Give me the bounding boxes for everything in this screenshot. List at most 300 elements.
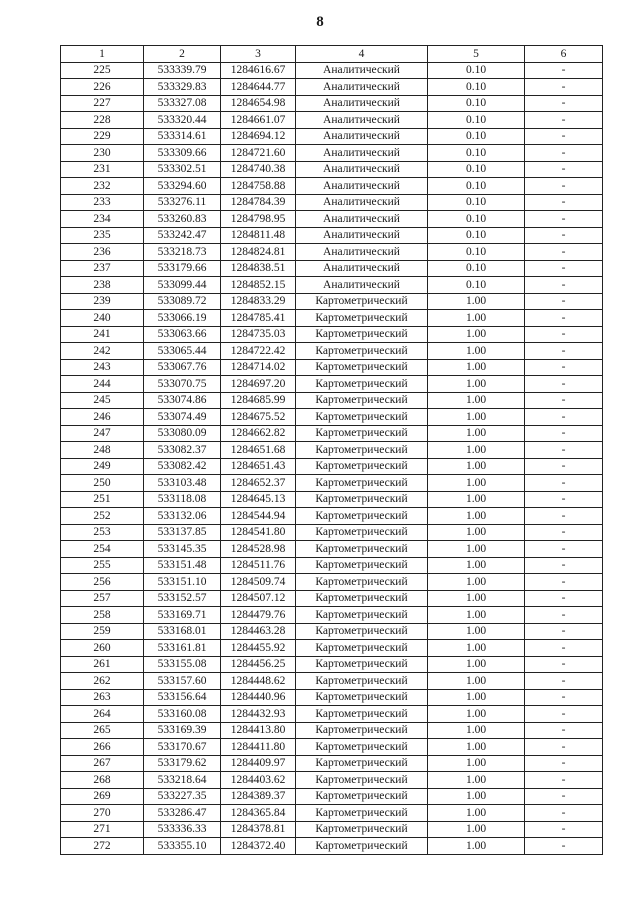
accuracy-cell: 0.10 bbox=[428, 227, 525, 244]
accuracy-cell: 1.00 bbox=[428, 755, 525, 772]
column-header: 2 bbox=[144, 46, 221, 63]
table-row bbox=[61, 722, 603, 739]
table-row bbox=[61, 112, 603, 129]
accuracy-cell: 1.00 bbox=[428, 607, 525, 624]
column-header: 4 bbox=[296, 46, 428, 63]
accuracy-cell: 1.00 bbox=[428, 640, 525, 657]
method-cell: Картометрический bbox=[296, 376, 428, 393]
x-coordinate-cell: 533336.33 bbox=[144, 821, 221, 838]
method-cell: Картометрический bbox=[296, 458, 428, 475]
point-number-cell: 250 bbox=[61, 475, 144, 492]
y-coordinate-cell: 1284722.42 bbox=[221, 343, 296, 360]
point-number-cell: 235 bbox=[61, 227, 144, 244]
note-cell: - bbox=[525, 541, 603, 558]
method-cell: Аналитический bbox=[296, 161, 428, 178]
table-row bbox=[61, 260, 603, 277]
accuracy-cell: 1.00 bbox=[428, 442, 525, 459]
accuracy-cell: 0.10 bbox=[428, 194, 525, 211]
point-number-cell: 246 bbox=[61, 409, 144, 426]
y-coordinate-cell: 1284785.41 bbox=[221, 310, 296, 327]
table-row bbox=[61, 607, 603, 624]
x-coordinate-cell: 533276.11 bbox=[144, 194, 221, 211]
method-cell: Картометрический bbox=[296, 772, 428, 789]
point-number-cell: 254 bbox=[61, 541, 144, 558]
point-number-cell: 244 bbox=[61, 376, 144, 393]
table-row bbox=[61, 772, 603, 789]
method-cell: Картометрический bbox=[296, 788, 428, 805]
accuracy-cell: 0.10 bbox=[428, 211, 525, 228]
table-row bbox=[61, 244, 603, 261]
y-coordinate-cell: 1284685.99 bbox=[221, 392, 296, 409]
column-header: 3 bbox=[221, 46, 296, 63]
table-row bbox=[61, 128, 603, 145]
method-cell: Картометрический bbox=[296, 755, 428, 772]
method-cell: Аналитический bbox=[296, 227, 428, 244]
accuracy-cell: 0.10 bbox=[428, 95, 525, 112]
accuracy-cell: 1.00 bbox=[428, 838, 525, 855]
table-row bbox=[61, 838, 603, 855]
accuracy-cell: 0.10 bbox=[428, 161, 525, 178]
note-cell: - bbox=[525, 656, 603, 673]
page-number: 8 bbox=[316, 14, 324, 30]
accuracy-cell: 1.00 bbox=[428, 491, 525, 508]
accuracy-cell: 1.00 bbox=[428, 376, 525, 393]
accuracy-cell: 1.00 bbox=[428, 326, 525, 343]
x-coordinate-cell: 533355.10 bbox=[144, 838, 221, 855]
method-cell: Аналитический bbox=[296, 277, 428, 294]
y-coordinate-cell: 1284372.40 bbox=[221, 838, 296, 855]
method-cell: Картометрический bbox=[296, 722, 428, 739]
method-cell: Картометрический bbox=[296, 557, 428, 574]
table-row bbox=[61, 673, 603, 690]
table-row bbox=[61, 227, 603, 244]
table-row bbox=[61, 392, 603, 409]
accuracy-cell: 1.00 bbox=[428, 821, 525, 838]
y-coordinate-cell: 1284758.88 bbox=[221, 178, 296, 195]
note-cell: - bbox=[525, 293, 603, 310]
method-cell: Картометрический bbox=[296, 425, 428, 442]
point-number-cell: 236 bbox=[61, 244, 144, 261]
column-header: 5 bbox=[428, 46, 525, 63]
point-number-cell: 226 bbox=[61, 79, 144, 96]
accuracy-cell: 1.00 bbox=[428, 739, 525, 756]
method-cell: Картометрический bbox=[296, 673, 428, 690]
method-cell: Аналитический bbox=[296, 145, 428, 162]
column-header: 1 bbox=[61, 46, 144, 63]
accuracy-cell: 1.00 bbox=[428, 293, 525, 310]
table-row bbox=[61, 590, 603, 607]
method-cell: Аналитический bbox=[296, 244, 428, 261]
point-number-cell: 242 bbox=[61, 343, 144, 360]
point-number-cell: 225 bbox=[61, 62, 144, 79]
y-coordinate-cell: 1284645.13 bbox=[221, 491, 296, 508]
x-coordinate-cell: 533074.86 bbox=[144, 392, 221, 409]
note-cell: - bbox=[525, 772, 603, 789]
note-cell: - bbox=[525, 95, 603, 112]
method-cell: Картометрический bbox=[296, 689, 428, 706]
table-row bbox=[61, 95, 603, 112]
y-coordinate-cell: 1284440.96 bbox=[221, 689, 296, 706]
y-coordinate-cell: 1284541.80 bbox=[221, 524, 296, 541]
method-cell: Аналитический bbox=[296, 79, 428, 96]
x-coordinate-cell: 533160.08 bbox=[144, 706, 221, 723]
x-coordinate-cell: 533179.66 bbox=[144, 260, 221, 277]
point-number-cell: 265 bbox=[61, 722, 144, 739]
point-number-cell: 260 bbox=[61, 640, 144, 657]
note-cell: - bbox=[525, 211, 603, 228]
y-coordinate-cell: 1284409.97 bbox=[221, 755, 296, 772]
x-coordinate-cell: 533218.64 bbox=[144, 772, 221, 789]
note-cell: - bbox=[525, 392, 603, 409]
point-number-cell: 232 bbox=[61, 178, 144, 195]
y-coordinate-cell: 1284675.52 bbox=[221, 409, 296, 426]
point-number-cell: 247 bbox=[61, 425, 144, 442]
point-number-cell: 272 bbox=[61, 838, 144, 855]
y-coordinate-cell: 1284616.67 bbox=[221, 62, 296, 79]
y-coordinate-cell: 1284784.39 bbox=[221, 194, 296, 211]
accuracy-cell: 1.00 bbox=[428, 656, 525, 673]
y-coordinate-cell: 1284448.62 bbox=[221, 673, 296, 690]
table-row bbox=[61, 788, 603, 805]
table-row bbox=[61, 62, 603, 79]
accuracy-cell: 1.00 bbox=[428, 689, 525, 706]
x-coordinate-cell: 533070.75 bbox=[144, 376, 221, 393]
method-cell: Картометрический bbox=[296, 541, 428, 558]
x-coordinate-cell: 533327.08 bbox=[144, 95, 221, 112]
method-cell: Картометрический bbox=[296, 739, 428, 756]
accuracy-cell: 1.00 bbox=[428, 788, 525, 805]
method-cell: Аналитический bbox=[296, 112, 428, 129]
table-row bbox=[61, 442, 603, 459]
x-coordinate-cell: 533170.67 bbox=[144, 739, 221, 756]
point-number-cell: 238 bbox=[61, 277, 144, 294]
note-cell: - bbox=[525, 607, 603, 624]
x-coordinate-cell: 533151.10 bbox=[144, 574, 221, 591]
x-coordinate-cell: 533067.76 bbox=[144, 359, 221, 376]
method-cell: Аналитический bbox=[296, 128, 428, 145]
x-coordinate-cell: 533082.42 bbox=[144, 458, 221, 475]
accuracy-cell: 0.10 bbox=[428, 260, 525, 277]
point-number-cell: 230 bbox=[61, 145, 144, 162]
method-cell: Картометрический bbox=[296, 293, 428, 310]
table-row bbox=[61, 656, 603, 673]
x-coordinate-cell: 533151.48 bbox=[144, 557, 221, 574]
method-cell: Картометрический bbox=[296, 821, 428, 838]
table-row bbox=[61, 557, 603, 574]
method-cell: Картометрический bbox=[296, 508, 428, 525]
table-row bbox=[61, 508, 603, 525]
x-coordinate-cell: 533169.71 bbox=[144, 607, 221, 624]
table-row bbox=[61, 211, 603, 228]
method-cell: Картометрический bbox=[296, 838, 428, 855]
x-coordinate-cell: 533286.47 bbox=[144, 805, 221, 822]
method-cell: Картометрический bbox=[296, 590, 428, 607]
point-number-cell: 257 bbox=[61, 590, 144, 607]
note-cell: - bbox=[525, 755, 603, 772]
note-cell: - bbox=[525, 244, 603, 261]
table-row bbox=[61, 79, 603, 96]
x-coordinate-cell: 533155.08 bbox=[144, 656, 221, 673]
y-coordinate-cell: 1284824.81 bbox=[221, 244, 296, 261]
x-coordinate-cell: 533320.44 bbox=[144, 112, 221, 129]
x-coordinate-cell: 533161.81 bbox=[144, 640, 221, 657]
y-coordinate-cell: 1284740.38 bbox=[221, 161, 296, 178]
y-coordinate-cell: 1284651.68 bbox=[221, 442, 296, 459]
point-number-cell: 243 bbox=[61, 359, 144, 376]
x-coordinate-cell: 533152.57 bbox=[144, 590, 221, 607]
table-row bbox=[61, 574, 603, 591]
accuracy-cell: 1.00 bbox=[428, 310, 525, 327]
table-row bbox=[61, 475, 603, 492]
y-coordinate-cell: 1284714.02 bbox=[221, 359, 296, 376]
x-coordinate-cell: 533080.09 bbox=[144, 425, 221, 442]
y-coordinate-cell: 1284413.80 bbox=[221, 722, 296, 739]
table-row bbox=[61, 425, 603, 442]
x-coordinate-cell: 533329.83 bbox=[144, 79, 221, 96]
x-coordinate-cell: 533132.06 bbox=[144, 508, 221, 525]
x-coordinate-cell: 533242.47 bbox=[144, 227, 221, 244]
y-coordinate-cell: 1284378.81 bbox=[221, 821, 296, 838]
note-cell: - bbox=[525, 277, 603, 294]
accuracy-cell: 1.00 bbox=[428, 425, 525, 442]
y-coordinate-cell: 1284654.98 bbox=[221, 95, 296, 112]
point-number-cell: 237 bbox=[61, 260, 144, 277]
method-cell: Картометрический bbox=[296, 442, 428, 459]
y-coordinate-cell: 1284652.37 bbox=[221, 475, 296, 492]
note-cell: - bbox=[525, 79, 603, 96]
method-cell: Аналитический bbox=[296, 260, 428, 277]
note-cell: - bbox=[525, 623, 603, 640]
point-number-cell: 240 bbox=[61, 310, 144, 327]
accuracy-cell: 1.00 bbox=[428, 722, 525, 739]
table-row bbox=[61, 293, 603, 310]
accuracy-cell: 1.00 bbox=[428, 524, 525, 541]
point-number-cell: 249 bbox=[61, 458, 144, 475]
method-cell: Аналитический bbox=[296, 62, 428, 79]
table-row bbox=[61, 409, 603, 426]
x-coordinate-cell: 533089.72 bbox=[144, 293, 221, 310]
y-coordinate-cell: 1284661.07 bbox=[221, 112, 296, 129]
y-coordinate-cell: 1284456.25 bbox=[221, 656, 296, 673]
note-cell: - bbox=[525, 359, 603, 376]
y-coordinate-cell: 1284833.29 bbox=[221, 293, 296, 310]
table-row bbox=[61, 326, 603, 343]
x-coordinate-cell: 533157.60 bbox=[144, 673, 221, 690]
table-row bbox=[61, 805, 603, 822]
x-coordinate-cell: 533103.48 bbox=[144, 475, 221, 492]
y-coordinate-cell: 1284528.98 bbox=[221, 541, 296, 558]
point-number-cell: 269 bbox=[61, 788, 144, 805]
accuracy-cell: 1.00 bbox=[428, 392, 525, 409]
point-number-cell: 266 bbox=[61, 739, 144, 756]
accuracy-cell: 1.00 bbox=[428, 343, 525, 360]
table-row bbox=[61, 376, 603, 393]
accuracy-cell: 1.00 bbox=[428, 673, 525, 690]
point-number-cell: 252 bbox=[61, 508, 144, 525]
x-coordinate-cell: 533066.19 bbox=[144, 310, 221, 327]
y-coordinate-cell: 1284721.60 bbox=[221, 145, 296, 162]
x-coordinate-cell: 533118.08 bbox=[144, 491, 221, 508]
note-cell: - bbox=[525, 557, 603, 574]
note-cell: - bbox=[525, 343, 603, 360]
accuracy-cell: 0.10 bbox=[428, 128, 525, 145]
table-row bbox=[61, 343, 603, 360]
note-cell: - bbox=[525, 475, 603, 492]
point-number-cell: 259 bbox=[61, 623, 144, 640]
point-number-cell: 241 bbox=[61, 326, 144, 343]
table-body bbox=[61, 62, 603, 854]
y-coordinate-cell: 1284735.03 bbox=[221, 326, 296, 343]
accuracy-cell: 1.00 bbox=[428, 590, 525, 607]
method-cell: Картометрический bbox=[296, 805, 428, 822]
note-cell: - bbox=[525, 689, 603, 706]
table-row bbox=[61, 458, 603, 475]
method-cell: Аналитический bbox=[296, 95, 428, 112]
y-coordinate-cell: 1284811.48 bbox=[221, 227, 296, 244]
note-cell: - bbox=[525, 442, 603, 459]
note-cell: - bbox=[525, 640, 603, 657]
accuracy-cell: 1.00 bbox=[428, 458, 525, 475]
note-cell: - bbox=[525, 178, 603, 195]
table-header-row bbox=[61, 46, 603, 63]
note-cell: - bbox=[525, 739, 603, 756]
note-cell: - bbox=[525, 260, 603, 277]
accuracy-cell: 0.10 bbox=[428, 62, 525, 79]
table-row bbox=[61, 178, 603, 195]
method-cell: Картометрический bbox=[296, 343, 428, 360]
note-cell: - bbox=[525, 574, 603, 591]
table-row bbox=[61, 161, 603, 178]
table-row bbox=[61, 310, 603, 327]
x-coordinate-cell: 533218.73 bbox=[144, 244, 221, 261]
note-cell: - bbox=[525, 673, 603, 690]
method-cell: Картометрический bbox=[296, 656, 428, 673]
x-coordinate-cell: 533145.35 bbox=[144, 541, 221, 558]
accuracy-cell: 1.00 bbox=[428, 508, 525, 525]
table-row bbox=[61, 194, 603, 211]
y-coordinate-cell: 1284697.20 bbox=[221, 376, 296, 393]
note-cell: - bbox=[525, 838, 603, 855]
table-row bbox=[61, 277, 603, 294]
note-cell: - bbox=[525, 821, 603, 838]
x-coordinate-cell: 533302.51 bbox=[144, 161, 221, 178]
y-coordinate-cell: 1284463.28 bbox=[221, 623, 296, 640]
x-coordinate-cell: 533063.66 bbox=[144, 326, 221, 343]
table-row bbox=[61, 706, 603, 723]
accuracy-cell: 0.10 bbox=[428, 79, 525, 96]
point-number-cell: 263 bbox=[61, 689, 144, 706]
note-cell: - bbox=[525, 161, 603, 178]
accuracy-cell: 1.00 bbox=[428, 409, 525, 426]
method-cell: Аналитический bbox=[296, 211, 428, 228]
x-coordinate-cell: 533294.60 bbox=[144, 178, 221, 195]
note-cell: - bbox=[525, 62, 603, 79]
y-coordinate-cell: 1284479.76 bbox=[221, 607, 296, 624]
note-cell: - bbox=[525, 310, 603, 327]
point-number-cell: 227 bbox=[61, 95, 144, 112]
y-coordinate-cell: 1284509.74 bbox=[221, 574, 296, 591]
y-coordinate-cell: 1284389.37 bbox=[221, 788, 296, 805]
accuracy-cell: 1.00 bbox=[428, 475, 525, 492]
note-cell: - bbox=[525, 590, 603, 607]
point-number-cell: 248 bbox=[61, 442, 144, 459]
note-cell: - bbox=[525, 112, 603, 129]
y-coordinate-cell: 1284644.77 bbox=[221, 79, 296, 96]
point-number-cell: 261 bbox=[61, 656, 144, 673]
table-row bbox=[61, 739, 603, 756]
accuracy-cell: 1.00 bbox=[428, 805, 525, 822]
y-coordinate-cell: 1284852.15 bbox=[221, 277, 296, 294]
note-cell: - bbox=[525, 326, 603, 343]
accuracy-cell: 1.00 bbox=[428, 557, 525, 574]
table-row bbox=[61, 689, 603, 706]
note-cell: - bbox=[525, 194, 603, 211]
point-number-cell: 271 bbox=[61, 821, 144, 838]
method-cell: Картометрический bbox=[296, 607, 428, 624]
note-cell: - bbox=[525, 409, 603, 426]
y-coordinate-cell: 1284511.76 bbox=[221, 557, 296, 574]
x-coordinate-cell: 533065.44 bbox=[144, 343, 221, 360]
point-number-cell: 258 bbox=[61, 607, 144, 624]
point-number-cell: 233 bbox=[61, 194, 144, 211]
table-row bbox=[61, 821, 603, 838]
note-cell: - bbox=[525, 145, 603, 162]
x-coordinate-cell: 533082.37 bbox=[144, 442, 221, 459]
x-coordinate-cell: 533137.85 bbox=[144, 524, 221, 541]
method-cell: Картометрический bbox=[296, 310, 428, 327]
x-coordinate-cell: 533169.39 bbox=[144, 722, 221, 739]
y-coordinate-cell: 1284694.12 bbox=[221, 128, 296, 145]
method-cell: Аналитический bbox=[296, 194, 428, 211]
note-cell: - bbox=[525, 425, 603, 442]
x-coordinate-cell: 533339.79 bbox=[144, 62, 221, 79]
method-cell: Картометрический bbox=[296, 326, 428, 343]
method-cell: Картометрический bbox=[296, 706, 428, 723]
accuracy-cell: 0.10 bbox=[428, 112, 525, 129]
method-cell: Аналитический bbox=[296, 178, 428, 195]
point-number-cell: 253 bbox=[61, 524, 144, 541]
accuracy-cell: 0.10 bbox=[428, 178, 525, 195]
method-cell: Картометрический bbox=[296, 491, 428, 508]
accuracy-cell: 0.10 bbox=[428, 277, 525, 294]
note-cell: - bbox=[525, 458, 603, 475]
note-cell: - bbox=[525, 376, 603, 393]
y-coordinate-cell: 1284507.12 bbox=[221, 590, 296, 607]
point-number-cell: 251 bbox=[61, 491, 144, 508]
point-number-cell: 231 bbox=[61, 161, 144, 178]
accuracy-cell: 0.10 bbox=[428, 244, 525, 261]
x-coordinate-cell: 533156.64 bbox=[144, 689, 221, 706]
method-cell: Картометрический bbox=[296, 574, 428, 591]
point-number-cell: 268 bbox=[61, 772, 144, 789]
coordinates-table bbox=[60, 45, 603, 855]
table-row bbox=[61, 541, 603, 558]
y-coordinate-cell: 1284432.93 bbox=[221, 706, 296, 723]
note-cell: - bbox=[525, 508, 603, 525]
y-coordinate-cell: 1284798.95 bbox=[221, 211, 296, 228]
x-coordinate-cell: 533314.61 bbox=[144, 128, 221, 145]
table-row bbox=[61, 755, 603, 772]
y-coordinate-cell: 1284651.43 bbox=[221, 458, 296, 475]
point-number-cell: 229 bbox=[61, 128, 144, 145]
x-coordinate-cell: 533260.83 bbox=[144, 211, 221, 228]
note-cell: - bbox=[525, 722, 603, 739]
point-number-cell: 228 bbox=[61, 112, 144, 129]
y-coordinate-cell: 1284455.92 bbox=[221, 640, 296, 657]
note-cell: - bbox=[525, 227, 603, 244]
accuracy-cell: 1.00 bbox=[428, 541, 525, 558]
y-coordinate-cell: 1284411.80 bbox=[221, 739, 296, 756]
